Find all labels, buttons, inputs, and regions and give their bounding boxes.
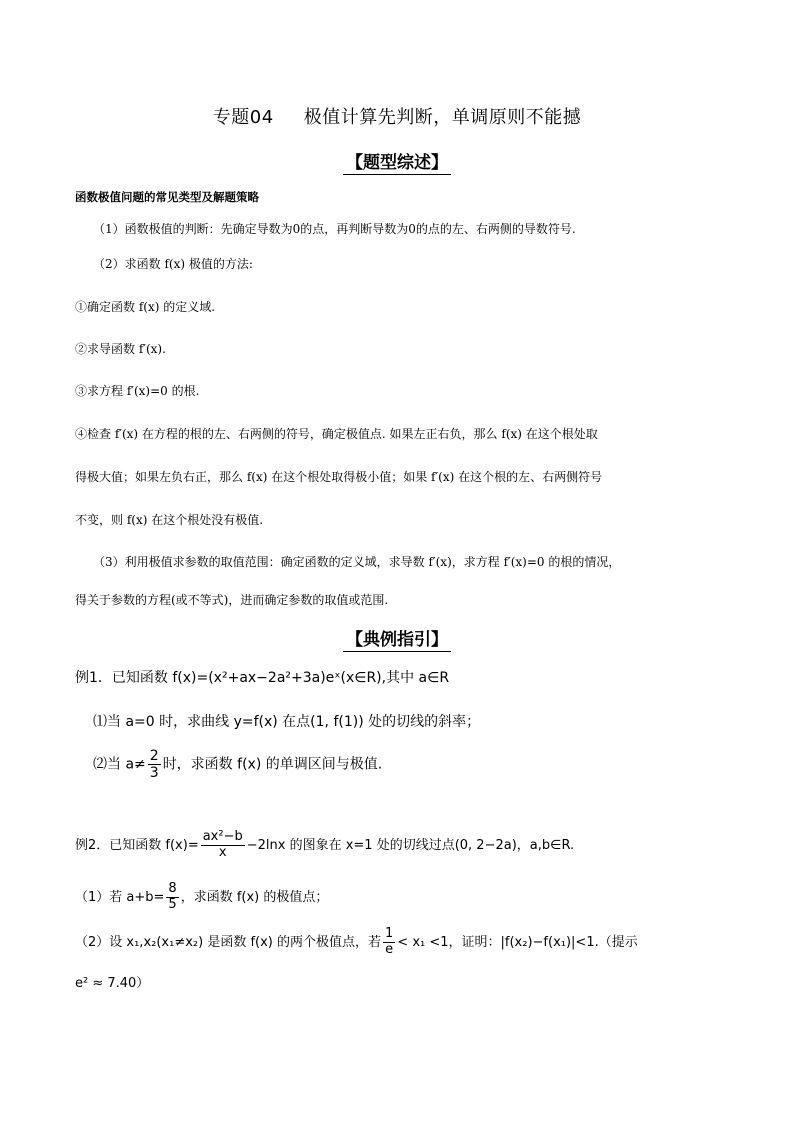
summary-step-3: ③求方程 f′(x)=0 的根. (75, 384, 200, 398)
example-1-question-2: ⑵当 a≠ $\frac{2}{3}$ 时，求函数 f(x) 的单调区间与极值. (93, 748, 383, 782)
fraction-one-over-e: $\frac{1}{e}$ (385, 926, 394, 957)
example-2-stem: 例2．已知函数 f(x)= $\frac{\text{ax²−b}}{x}$ −2lnx 的图象在 x=1 处的切线过点(0, 2−2a)，a,b∈R. (75, 829, 575, 860)
example-1-stem: 例1．已知函数 f(x)=(x²+ax−2a²+3a)eˣ(x∈R),其中 a∈R (75, 670, 450, 686)
fraction-ax2-minus-b-over-x: $\frac{\text{ax²−b}}{x}$ (202, 829, 243, 860)
title-topic-text: 极值计算先判断，单调原则不能撼 (303, 107, 582, 128)
example-2-question-2: （2）设 x₁,x₂(x₁≠x₂) 是函数 f(x) 的两个极值点，若 $\frac{1}{e}$ < x₁ <1，证明：|f(x₂)−f(x₁)|<1.（提示 (75, 926, 638, 957)
page-title (0, 103, 794, 129)
section-heading-overview: 【题型综述】 (0, 148, 794, 173)
title-topic-number: 专题04 (212, 107, 274, 128)
summary-item-3-line-1: （3）利用极值求参数的取值范围：确定函数的定义域，求导数 f′(x)，求方程 f′(x)=0 的根的情况， (93, 555, 621, 569)
summary-step-4-line-2: 得极大值；如果左负右正，那么 f(x) 在这个根处取得极小值；如果 f′(x) 在这个根的左、右两侧符号 (75, 470, 603, 484)
summary-item-3-line-2: 得关于参数的方程(或不等式)，进而确定参数的取值或范围. (75, 593, 389, 607)
example-2-question-1: （1）若 a+b= $\frac{8}{5}$ ，求函数 f(x) 的极值点； (75, 881, 329, 912)
summary-step-2: ②求导函数 f′(x). (75, 342, 166, 356)
summary-item-2: （2）求函数 f(x) 极值的方法: (93, 257, 253, 271)
summary-item-1: （1）函数极值的判断：先确定导数为0的点，再判断导数为0的点的左、右两侧的导数符号. (93, 222, 576, 236)
summary-heading: 函数极值问题的常见类型及解题策略 (75, 190, 259, 204)
section-heading-examples: 【典例指引】 (0, 625, 794, 650)
summary-step-4-line-1: ④检查 f′(x) 在方程的根的左、右两侧的符号，确定极值点. 如果左正右负，那么 f(x) 在这个根处取 (75, 427, 598, 441)
summary-step-4-line-3: 不变，则 f(x) 在这个根处没有极值. (75, 513, 264, 527)
example-2-hint: e² ≈ 7.40） (75, 976, 150, 991)
fraction-two-thirds: $\frac{2}{3}$ (149, 748, 159, 782)
summary-step-1: ①确定函数 f(x) 的定义域. (75, 300, 216, 314)
example-1-question-1: ⑴当 a=0 时，求曲线 y=f(x) 在点(1, f(1)) 处的切线的斜率； (93, 714, 481, 730)
fraction-eight-fifths: $\frac{8}{5}$ (168, 881, 177, 912)
